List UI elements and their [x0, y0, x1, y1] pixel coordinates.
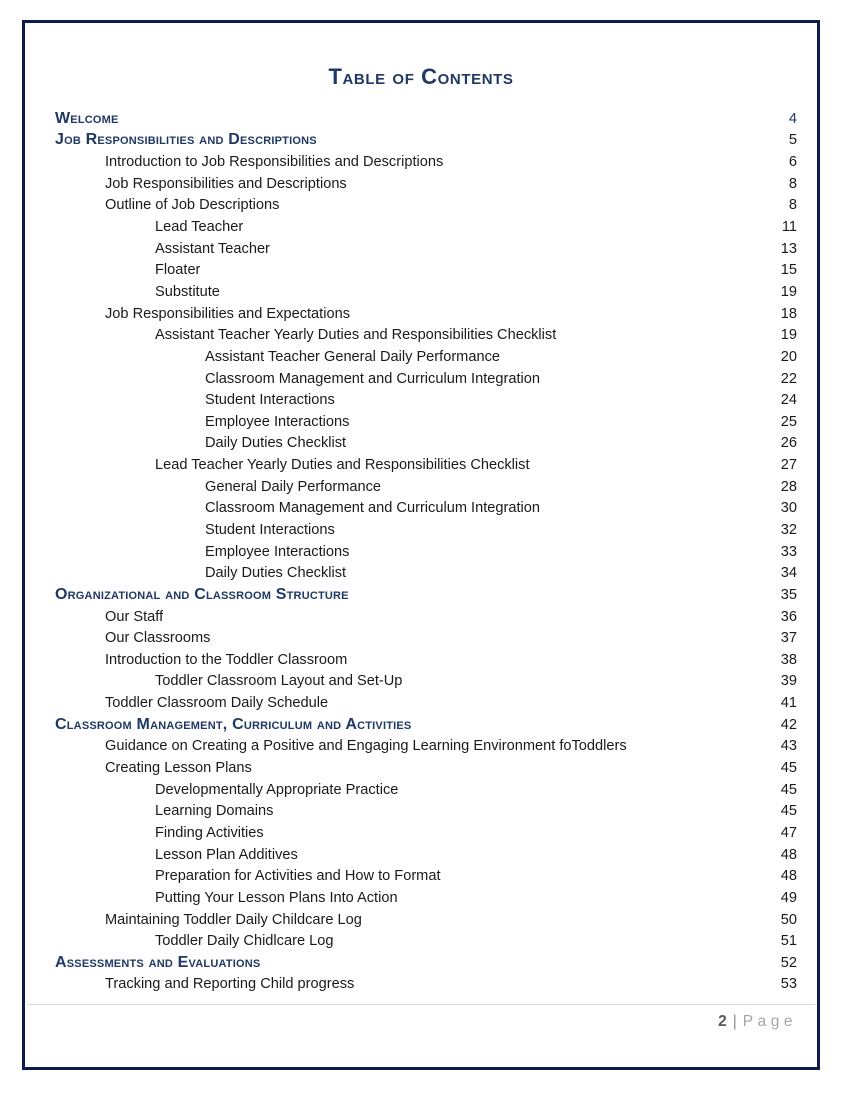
toc-entry[interactable]	[55, 151, 797, 173]
page-footer	[718, 1013, 797, 1031]
toc-entry[interactable]	[55, 476, 797, 498]
toc-entry-page-number: 13	[780, 240, 797, 257]
toc-entry-label: General Daily Performance	[205, 478, 382, 495]
toc-entry-page-number: 42	[780, 716, 797, 733]
toc-entry-page-number: 50	[780, 911, 797, 928]
toc-entry-label: Classroom Management, Curriculum and Activities	[55, 715, 412, 733]
toc-entry-label: Introduction to the Toddler Classroom	[105, 651, 348, 668]
toc-section-entry[interactable]	[55, 584, 797, 606]
toc-entry[interactable]	[55, 649, 797, 671]
toc-section-entry[interactable]	[55, 952, 797, 974]
toc-entry[interactable]	[55, 368, 797, 390]
toc-entry-page-number: 52	[780, 954, 797, 971]
toc-entry-label: Putting Your Lesson Plans Into Action	[155, 889, 398, 906]
toc-entry[interactable]	[55, 541, 797, 563]
toc-entry-label: Preparation for Activities and How to Format	[155, 868, 441, 885]
toc-entry-page-number: 49	[780, 889, 797, 906]
toc-entry-label: Lead Teacher Yearly Duties and Responsibilities Checklist	[155, 457, 530, 474]
toc-entry-label: Toddler Classroom Daily Schedule	[105, 695, 329, 712]
toc-entry-page-number: 8	[788, 197, 797, 214]
page-frame	[22, 20, 820, 1070]
toc-list	[55, 108, 797, 995]
toc-entry-label: Toddler Classroom Layout and Set-Up	[155, 673, 403, 690]
toc-entry[interactable]	[55, 801, 797, 823]
toc-entry-page-number: 30	[780, 500, 797, 517]
toc-entry[interactable]	[55, 195, 797, 217]
toc-entry-page-number: 36	[780, 608, 797, 625]
toc-entry-label: Assistant Teacher General Daily Performance	[205, 348, 500, 365]
footer-divider	[27, 1004, 815, 1005]
toc-entry-label: Introduction to Job Responsibilities and Descriptions	[105, 154, 444, 171]
toc-entry-label: Finding Activities	[155, 824, 264, 841]
toc-entry-page-number: 24	[780, 392, 797, 409]
toc-entry[interactable]	[55, 757, 797, 779]
toc-entry-label: Toddler Daily Chidlcare Log	[155, 933, 334, 950]
toc-entry[interactable]	[55, 498, 797, 520]
toc-entry-page-number: 26	[780, 435, 797, 452]
toc-entry[interactable]	[55, 736, 797, 758]
toc-section-entry[interactable]	[55, 108, 797, 130]
toc-entry-page-number: 38	[780, 651, 797, 668]
toc-entry-page-number: 47	[780, 824, 797, 841]
toc-entry[interactable]	[55, 238, 797, 260]
toc-entry[interactable]	[55, 389, 797, 411]
toc-entry-label: Learning Domains	[155, 803, 274, 820]
toc-entry-page-number: 53	[780, 976, 797, 993]
toc-entry-page-number: 11	[781, 219, 797, 236]
toc-entry[interactable]	[55, 433, 797, 455]
toc-entry-page-number: 6	[788, 154, 797, 171]
toc-entry-page-number: 45	[780, 760, 797, 777]
toc-entry-label: Outline of Job Descriptions	[105, 197, 280, 214]
toc-entry[interactable]	[55, 865, 797, 887]
toc-entry[interactable]	[55, 671, 797, 693]
toc-entry-label: Student Interactions	[205, 521, 335, 538]
toc-entry-label: Assistant Teacher	[155, 240, 270, 257]
footer-page-number: 2	[718, 1013, 727, 1030]
toc-entry[interactable]	[55, 887, 797, 909]
toc-entry[interactable]	[55, 692, 797, 714]
toc-entry[interactable]	[55, 930, 797, 952]
toc-entry-label: Substitute	[155, 283, 220, 300]
toc-entry[interactable]	[55, 779, 797, 801]
footer-page-label: Page	[742, 1013, 797, 1030]
toc-entry-page-number: 19	[780, 283, 797, 300]
toc-entry[interactable]	[55, 627, 797, 649]
toc-section-entry[interactable]	[55, 130, 797, 152]
toc-section-entry[interactable]	[55, 714, 797, 736]
toc-entry[interactable]	[55, 346, 797, 368]
toc-entry[interactable]	[55, 844, 797, 866]
toc-entry[interactable]	[55, 562, 797, 584]
toc-entry-label: Our Staff	[105, 608, 164, 625]
toc-entry-page-number: 51	[780, 933, 797, 950]
toc-entry-page-number: 33	[780, 543, 797, 560]
toc-entry-page-number: 43	[780, 738, 797, 755]
toc-entry-page-number: 15	[780, 262, 797, 279]
toc-entry[interactable]	[55, 216, 797, 238]
toc-entry-label: Assistant Teacher Yearly Duties and Responsibilities Checklist	[155, 327, 557, 344]
toc-entry-page-number: 22	[780, 370, 797, 387]
toc-entry[interactable]	[55, 519, 797, 541]
toc-entry-page-number: 19	[780, 327, 797, 344]
toc-entry-page-number: 35	[780, 586, 797, 603]
toc-entry[interactable]	[55, 974, 797, 996]
toc-entry-page-number: 34	[780, 565, 797, 582]
toc-entry-label: Assessments and Evaluations	[55, 953, 261, 971]
toc-entry-label: Maintaining Toddler Daily Childcare Log	[105, 911, 362, 928]
toc-entry-label: Daily Duties Checklist	[205, 435, 347, 452]
toc-entry[interactable]	[55, 281, 797, 303]
toc-entry-label: Daily Duties Checklist	[205, 565, 347, 582]
toc-entry-label: Lead Teacher	[155, 219, 244, 236]
toc-entry-label: Classroom Management and Curriculum Integration	[205, 500, 541, 517]
toc-entry-page-number: 8	[788, 175, 797, 192]
toc-entry-label: Employee Interactions	[205, 413, 350, 430]
toc-entry[interactable]	[55, 259, 797, 281]
toc-entry[interactable]	[55, 606, 797, 628]
toc-entry-page-number: 5	[788, 132, 797, 149]
toc-entry-page-number: 27	[780, 457, 797, 474]
toc-entry[interactable]	[55, 411, 797, 433]
footer-separator: |	[732, 1013, 737, 1030]
toc-entry-label: Job Responsibilities and Descriptions	[55, 131, 317, 149]
toc-entry-label: Developmentally Appropriate Practice	[155, 781, 399, 798]
toc-entry-label: Student Interactions	[205, 392, 335, 409]
page-title: Table of Contents	[328, 64, 514, 89]
toc-entry-page-number: 25	[780, 413, 797, 430]
toc-entry-page-number: 18	[780, 305, 797, 322]
toc-entry-label: Employee Interactions	[205, 543, 350, 560]
toc-entry-page-number: 32	[780, 521, 797, 538]
toc-entry-label: Job Responsibilities and Descriptions	[105, 175, 347, 192]
toc-entry-label: Creating Lesson Plans	[105, 760, 252, 777]
toc-entry-page-number: 39	[780, 673, 797, 690]
toc-entry-label: Our Classrooms	[105, 630, 211, 647]
toc-entry-label: Classroom Management and Curriculum Integration	[205, 370, 541, 387]
toc-entry-page-number: 45	[780, 803, 797, 820]
toc-entry-page-number: 20	[780, 348, 797, 365]
toc-entry-label: Welcome	[55, 109, 119, 127]
toc-entry[interactable]	[55, 173, 797, 195]
toc-entry-label: Tracking and Reporting Child progress	[105, 976, 355, 993]
toc-entry-page-number: 45	[780, 781, 797, 798]
toc-entry[interactable]	[55, 909, 797, 931]
toc-entry[interactable]	[55, 822, 797, 844]
toc-entry-page-number: 28	[780, 478, 797, 495]
toc-entry-label: Organizational and Classroom Structure	[55, 585, 349, 603]
toc-entry-label: Guidance on Creating a Positive and Engaging Learning Environment foToddlers	[105, 738, 627, 755]
toc-entry-label: Job Responsibilities and Expectations	[105, 305, 350, 322]
toc-entry-label: Floater	[155, 262, 201, 279]
toc-entry-page-number: 37	[780, 630, 797, 647]
toc-entry-label: Lesson Plan Additives	[155, 846, 298, 863]
toc-entry[interactable]	[55, 303, 797, 325]
toc-entry-page-number: 48	[780, 846, 797, 863]
toc-entry[interactable]	[55, 454, 797, 476]
toc-entry[interactable]	[55, 324, 797, 346]
toc-entry-page-number: 48	[780, 868, 797, 885]
toc-entry-page-number: 4	[788, 110, 797, 127]
toc-entry-page-number: 41	[780, 695, 797, 712]
